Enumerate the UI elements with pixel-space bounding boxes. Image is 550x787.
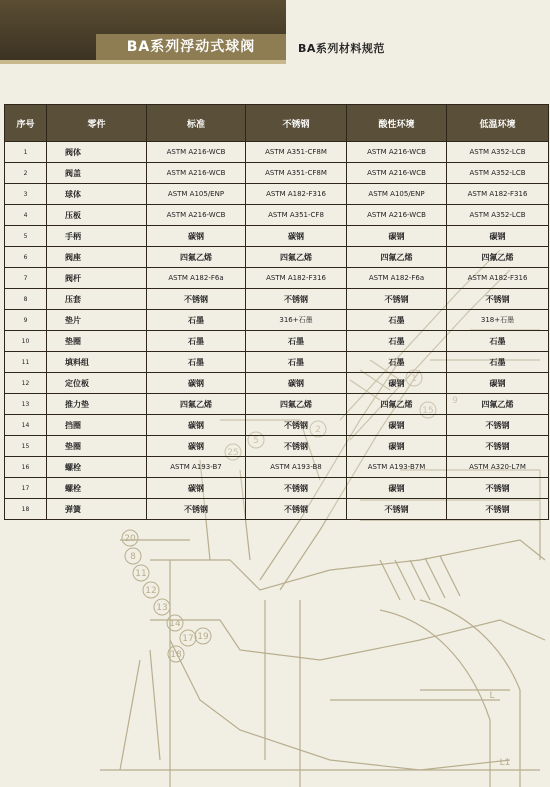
callout-18: 18 [170,650,182,660]
material-cell: 316+石墨 [246,310,347,331]
material-cell: ASTM A193-B8 [246,457,347,478]
material-cell: ASTM A216-WCB [147,163,246,184]
material-cell: 石墨 [246,352,347,373]
callout-13: 13 [156,603,168,613]
table-row [5,394,549,415]
part-name-cell: 填料组 [47,352,147,373]
callout-8: 8 [130,552,136,562]
material-cell: ASTM A182-F316 [447,184,549,205]
callout-11: 11 [135,569,147,579]
material-cell: ASTM A193-B7 [147,457,246,478]
material-cell: ASTM A182-F316 [447,268,549,289]
part-name-cell: 垫圈 [47,331,147,352]
table-body [5,142,549,520]
material-cell: 碳钢 [447,226,549,247]
material-cell: 石墨 [347,310,447,331]
part-name-cell: 压套 [47,289,147,310]
callout-19: 19 [197,632,209,642]
table-row [5,142,549,163]
material-cell: ASTM A352-LCB [447,205,549,226]
column-header-standard: 标准 [147,105,246,142]
table-row [5,163,549,184]
callout-20: 20 [124,534,136,544]
column-header-acidic: 酸性环境 [347,105,447,142]
callout-25: 25 [227,448,239,458]
material-cell: 碳钢 [246,373,347,394]
table-row [5,373,549,394]
material-cell: 石墨 [147,310,246,331]
material-cell: ASTM A105/ENP [147,184,246,205]
part-name-cell: 阀座 [47,247,147,268]
material-cell: 碳钢 [347,436,447,457]
part-name-cell: 阀杆 [47,268,147,289]
material-cell: 四氟乙烯 [147,394,246,415]
material-cell: 不锈钢 [246,415,347,436]
table-row [5,415,549,436]
column-header-low-temp: 低温环境 [447,105,549,142]
material-cell: 不锈钢 [147,289,246,310]
material-cell: 石墨 [447,331,549,352]
page-subtitle: BA系列材料规范 [298,42,385,55]
material-cell: 石墨 [447,352,549,373]
table-row [5,247,549,268]
material-cell: 不锈钢 [246,289,347,310]
row-index-cell: 16 [5,457,47,478]
material-cell: ASTM A216-WCB [347,142,447,163]
material-cell: 碳钢 [147,373,246,394]
row-index-cell: 3 [5,184,47,205]
row-index-cell: 13 [5,394,47,415]
callout-9: 9 [452,396,458,406]
material-cell: 不锈钢 [246,436,347,457]
material-cell: 不锈钢 [347,289,447,310]
material-cell: ASTM A216-WCB [147,205,246,226]
part-name-cell: 垫圈 [47,436,147,457]
material-cell: 四氟乙烯 [447,394,549,415]
table-header-row [5,105,549,142]
material-cell: 不锈钢 [347,499,447,520]
material-cell: ASTM A216-WCB [347,205,447,226]
part-name-cell: 阀体 [47,142,147,163]
row-index-cell: 15 [5,436,47,457]
material-cell: 碳钢 [347,415,447,436]
material-cell: 四氟乙烯 [447,247,549,268]
material-cell: ASTM A352-LCB [447,163,549,184]
part-name-cell: 推力垫 [47,394,147,415]
material-cell: ASTM A320-L7M [447,457,549,478]
row-index-cell: 8 [5,289,47,310]
material-cell: 碳钢 [347,373,447,394]
material-cell: ASTM A352-LCB [447,142,549,163]
material-cell: 石墨 [147,352,246,373]
column-header-stainless: 不锈钢 [246,105,347,142]
row-index-cell: 4 [5,205,47,226]
part-name-cell: 弹簧 [47,499,147,520]
material-cell: 碳钢 [447,373,549,394]
part-name-cell: 挡圈 [47,415,147,436]
part-name-cell: 球体 [47,184,147,205]
column-header-part: 零件 [47,105,147,142]
column-header-index: 序号 [5,105,47,142]
material-cell: 四氟乙烯 [147,247,246,268]
material-cell: 碳钢 [147,436,246,457]
material-cell: 不锈钢 [447,436,549,457]
row-index-cell: 10 [5,331,47,352]
material-cell: ASTM A182-F6a [147,268,246,289]
row-index-cell: 9 [5,310,47,331]
material-cell: 四氟乙烯 [246,247,347,268]
material-cell: ASTM A182-F316 [246,268,347,289]
material-cell: ASTM A351-CF8M [246,142,347,163]
material-cell: 不锈钢 [447,499,549,520]
row-index-cell: 6 [5,247,47,268]
material-cell: 石墨 [246,331,347,352]
row-index-cell: 1 [5,142,47,163]
table-row [5,436,549,457]
callout-12: 12 [145,586,157,596]
callout-17: 17 [182,634,194,644]
page-title: BA系列浮动式球阀 [96,34,286,60]
material-cell: 石墨 [347,331,447,352]
part-name-cell: 压板 [47,205,147,226]
material-cell: 碳钢 [246,226,347,247]
material-cell: ASTM A216-WCB [147,142,246,163]
callout-5: 5 [253,436,259,446]
material-cell: 四氟乙烯 [347,247,447,268]
part-name-cell: 螺栓 [47,457,147,478]
material-cell: 碳钢 [147,478,246,499]
material-spec-table [4,104,549,520]
material-cell: 四氟乙烯 [246,394,347,415]
table-row [5,205,549,226]
part-name-cell: 手柄 [47,226,147,247]
table-row [5,289,549,310]
material-cell: 不锈钢 [147,499,246,520]
material-cell: 不锈钢 [246,478,347,499]
callout-15: 15 [422,406,434,416]
row-index-cell: 11 [5,352,47,373]
material-cell: ASTM A105/ENP [347,184,447,205]
material-cell: ASTM A182-F316 [246,184,347,205]
material-cell: ASTM A193-B7M [347,457,447,478]
table-row [5,457,549,478]
row-index-cell: 18 [5,499,47,520]
material-cell: 碳钢 [147,226,246,247]
callout-2: 2 [315,425,321,435]
dimension-l1: L1 [499,758,511,768]
row-index-cell: 5 [5,226,47,247]
table-row [5,478,549,499]
header-accent-strip [0,60,286,64]
material-cell: ASTM A182-F6a [347,268,447,289]
dimension-l: L [489,691,495,701]
material-cell: ASTM A351-CF8 [246,205,347,226]
table-row [5,331,549,352]
material-cell: 不锈钢 [447,415,549,436]
material-cell: ASTM A216-WCB [347,163,447,184]
table-row [5,499,549,520]
row-index-cell: 7 [5,268,47,289]
table-row [5,226,549,247]
part-name-cell: 定位板 [47,373,147,394]
material-cell: 石墨 [347,352,447,373]
material-cell: 石墨 [147,331,246,352]
material-cell: 不锈钢 [447,478,549,499]
material-cell: ASTM A351-CF8M [246,163,347,184]
row-index-cell: 14 [5,415,47,436]
table-row [5,352,549,373]
part-name-cell: 螺栓 [47,478,147,499]
material-cell: 不锈钢 [447,289,549,310]
table-row [5,310,549,331]
material-cell: 碳钢 [347,478,447,499]
table-row [5,184,549,205]
material-cell: 碳钢 [347,226,447,247]
material-cell: 碳钢 [147,415,246,436]
table-row [5,268,549,289]
callout-1: 1 [411,374,417,384]
part-name-cell: 阀盖 [47,163,147,184]
material-cell: 318+石墨 [447,310,549,331]
row-index-cell: 17 [5,478,47,499]
material-cell: 不锈钢 [246,499,347,520]
row-index-cell: 12 [5,373,47,394]
row-index-cell: 2 [5,163,47,184]
material-cell: 四氟乙烯 [347,394,447,415]
callout-14: 14 [169,619,181,629]
part-name-cell: 垫片 [47,310,147,331]
